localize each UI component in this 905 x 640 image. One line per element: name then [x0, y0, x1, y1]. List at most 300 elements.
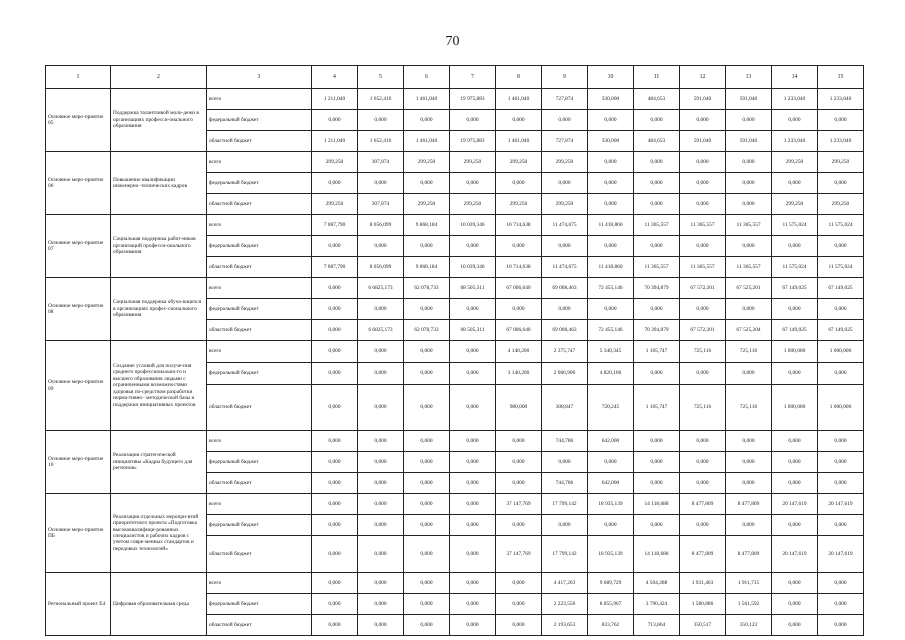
value-cell: 10 039,346	[450, 215, 496, 236]
value-cell: 67 525,201	[726, 278, 772, 299]
funding-source-cell: областной бюджет	[207, 615, 312, 636]
value-cell: 0,000	[634, 194, 680, 215]
value-cell: 299,250	[450, 194, 496, 215]
value-cell: 0,000	[496, 452, 542, 473]
value-cell: 2 193,653	[542, 615, 588, 636]
value-cell: 0,000	[818, 236, 864, 257]
value-cell: 0,000	[450, 515, 496, 536]
column-number: 5	[358, 66, 404, 89]
value-cell: 0,000	[404, 515, 450, 536]
value-cell: 0,000	[772, 110, 818, 131]
value-cell: 0,000	[358, 573, 404, 594]
value-cell: 0,000	[358, 341, 404, 363]
value-cell: 62 078,733	[404, 278, 450, 299]
column-number: 9	[542, 66, 588, 89]
value-cell: 0,000	[818, 110, 864, 131]
event-name-cell: Реализация отдельных меропри-ятий приоритетного проекта «Подготовка высококвалифици-рованных специалистов и рабочих кадров с учетом совре-менных стандартов и передовых технологий»	[111, 494, 207, 573]
value-cell: 11 365,557	[726, 257, 772, 278]
value-cell: 299,250	[818, 152, 864, 173]
value-cell: 0,000	[404, 615, 450, 636]
value-cell: 67 149,025	[772, 320, 818, 341]
event-name-cell: Социальная поддержка работ-ников организаций професси-онального образования	[111, 215, 207, 278]
value-cell: 37 147,769	[496, 494, 542, 515]
funding-source-cell: федеральный бюджет	[207, 299, 312, 320]
event-code-cell: Основное меро-приятие 06	[46, 152, 111, 215]
value-cell: 0,000	[404, 494, 450, 515]
value-cell: 67 006,640	[496, 278, 542, 299]
value-cell: 0,000	[496, 594, 542, 615]
value-cell: 1 652,416	[358, 89, 404, 110]
value-cell: 0,000	[404, 536, 450, 573]
value-cell: 0,000	[496, 431, 542, 452]
value-cell: 0,000	[312, 615, 358, 636]
value-cell: 17 799,142	[542, 536, 588, 573]
value-cell: 0,000	[404, 173, 450, 194]
value-cell: 70 394,879	[634, 320, 680, 341]
value-cell: 11 575,024	[818, 215, 864, 236]
value-cell: 0,000	[450, 473, 496, 494]
value-cell: 744,786	[542, 431, 588, 452]
value-cell: 11 474,675	[542, 257, 588, 278]
value-cell: 0,000	[358, 494, 404, 515]
value-cell: 4 820,100	[588, 363, 634, 385]
value-cell: 0,000	[818, 515, 864, 536]
value-cell: 980,000	[496, 385, 542, 431]
value-cell: 0,000	[726, 236, 772, 257]
value-cell: 18 935,139	[588, 494, 634, 515]
value-cell: 0,000	[726, 110, 772, 131]
value-cell: 307,874	[358, 194, 404, 215]
value-cell: 0,000	[588, 173, 634, 194]
column-number: 11	[634, 66, 680, 89]
value-cell: 0,000	[818, 452, 864, 473]
value-cell: 1 000,000	[772, 385, 818, 431]
value-cell: 18 935,139	[588, 536, 634, 573]
value-cell: 0,000	[772, 573, 818, 594]
value-cell: 0,000	[312, 341, 358, 363]
value-cell: 1 000,000	[818, 385, 864, 431]
value-cell: 720,245	[588, 385, 634, 431]
value-cell: 0,000	[404, 473, 450, 494]
value-cell: 0,000	[450, 299, 496, 320]
value-cell: 0,000	[634, 236, 680, 257]
value-cell: 67 006,640	[496, 320, 542, 341]
funding-source-cell: областной бюджет	[207, 536, 312, 573]
value-cell: 0,000	[680, 236, 726, 257]
value-cell: 11 365,557	[680, 257, 726, 278]
value-cell: 0,000	[542, 236, 588, 257]
value-cell: 0,000	[772, 363, 818, 385]
value-cell: 0,000	[496, 573, 542, 594]
value-cell: 308,847	[542, 385, 588, 431]
value-cell: 0,000	[634, 431, 680, 452]
value-cell: 725,116	[680, 341, 726, 363]
value-cell: 0,000	[726, 194, 772, 215]
value-cell: 9 868,184	[404, 257, 450, 278]
value-cell: 0,000	[496, 110, 542, 131]
value-cell: 11 474,675	[542, 215, 588, 236]
value-cell: 20 147,619	[772, 536, 818, 573]
table-row	[46, 215, 864, 236]
budget-table	[45, 65, 864, 636]
value-cell: 67 149,025	[818, 320, 864, 341]
funding-source-cell: всего	[207, 152, 312, 173]
funding-source-cell: федеральный бюджет	[207, 452, 312, 473]
value-cell: 6 6825,173	[358, 320, 404, 341]
value-cell: 20 147,619	[818, 536, 864, 573]
value-cell: 0,000	[404, 573, 450, 594]
table-row	[46, 341, 864, 363]
value-cell: 0,000	[450, 536, 496, 573]
funding-source-cell: всего	[207, 573, 312, 594]
value-cell: 0,000	[680, 173, 726, 194]
value-cell: 0,000	[588, 452, 634, 473]
value-cell: 0,000	[726, 452, 772, 473]
value-cell: 0,000	[588, 515, 634, 536]
value-cell: 0,000	[726, 515, 772, 536]
page-number: 70	[445, 34, 460, 49]
value-cell: 0,000	[634, 152, 680, 173]
value-cell: 68 505,311	[450, 278, 496, 299]
value-cell: 19 975,883	[450, 131, 496, 152]
value-cell: 0,000	[496, 173, 542, 194]
event-name-cell: Социальная поддержка обуча-ющихся в организациях профес-сионального образования	[111, 278, 207, 341]
value-cell: 2 066,900	[542, 363, 588, 385]
value-cell: 0,000	[312, 299, 358, 320]
table-row	[46, 89, 864, 110]
value-cell: 8 056,099	[358, 215, 404, 236]
table-row	[46, 573, 864, 594]
value-cell: 0,000	[312, 278, 358, 299]
value-cell: 72 455,146	[588, 320, 634, 341]
table-row	[46, 494, 864, 515]
value-cell: 0,000	[818, 299, 864, 320]
column-number: 7	[450, 66, 496, 89]
funding-source-cell: областной бюджет	[207, 385, 312, 431]
event-code-cell: Региональный проект Е4	[46, 573, 111, 636]
value-cell: 10 039,346	[450, 257, 496, 278]
value-cell: 299,250	[542, 194, 588, 215]
value-cell: 0,000	[818, 573, 864, 594]
value-cell: 1 233,040	[818, 131, 864, 152]
value-cell: 299,250	[542, 152, 588, 173]
value-cell: 6 6825,173	[358, 278, 404, 299]
funding-source-cell: федеральный бюджет	[207, 236, 312, 257]
value-cell: 11 365,557	[680, 215, 726, 236]
value-cell: 0,000	[634, 515, 680, 536]
value-cell: 725,116	[726, 341, 772, 363]
value-cell: 0,000	[404, 236, 450, 257]
value-cell: 0,000	[542, 299, 588, 320]
value-cell: 0,000	[772, 594, 818, 615]
value-cell: 0,000	[450, 494, 496, 515]
value-cell: 1 211,040	[312, 131, 358, 152]
value-cell: 1 233,040	[772, 89, 818, 110]
value-cell: 0,000	[772, 452, 818, 473]
column-number: 1	[46, 66, 111, 89]
value-cell: 0,000	[358, 110, 404, 131]
value-cell: 0,000	[772, 431, 818, 452]
value-cell: 299,250	[772, 194, 818, 215]
event-code-cell: Основное меро-приятие 07	[46, 215, 111, 278]
value-cell: 7 087,790	[312, 215, 358, 236]
value-cell: 3 790,424	[634, 594, 680, 615]
value-cell: 19 975,883	[450, 89, 496, 110]
table-row	[46, 152, 864, 173]
value-cell: 20 147,619	[772, 494, 818, 515]
value-cell: 4 504,288	[634, 573, 680, 594]
funding-source-cell: федеральный бюджет	[207, 515, 312, 536]
value-cell: 0,000	[588, 299, 634, 320]
event-name-cell: Реализация стратегической инициативы «Кадры будущего для регионов»	[111, 431, 207, 494]
value-cell: 0,000	[450, 363, 496, 385]
value-cell: 0,000	[680, 152, 726, 173]
value-cell: 0,000	[588, 194, 634, 215]
value-cell: 350,517	[680, 615, 726, 636]
value-cell: 8 477,809	[726, 536, 772, 573]
event-name-cell: Поддержка талантливой моло-дежи в организациях професси-онального образования	[111, 89, 207, 152]
value-cell: 642,000	[588, 431, 634, 452]
value-cell: 20 147,619	[818, 494, 864, 515]
value-cell: 0,000	[358, 594, 404, 615]
value-cell: 0,000	[404, 431, 450, 452]
value-cell: 11 418,860	[588, 257, 634, 278]
value-cell: 0,000	[312, 473, 358, 494]
value-cell: 17 799,142	[542, 494, 588, 515]
value-cell: 0,000	[726, 363, 772, 385]
value-cell: 7 087,790	[312, 257, 358, 278]
value-cell: 0,000	[312, 363, 358, 385]
value-cell: 0,000	[818, 363, 864, 385]
value-cell: 1 580,886	[680, 594, 726, 615]
value-cell: 0,000	[358, 385, 404, 431]
value-cell: 14 118,688	[634, 494, 680, 515]
value-cell: 0,000	[496, 299, 542, 320]
value-cell: 0,000	[450, 385, 496, 431]
value-cell: 1 233,040	[818, 89, 864, 110]
value-cell: 0,000	[772, 615, 818, 636]
value-cell: 69 008,463	[542, 278, 588, 299]
value-cell: 11 418,860	[588, 215, 634, 236]
value-cell: 330,000	[588, 131, 634, 152]
value-cell: 0,000	[634, 110, 680, 131]
value-cell: 1 105,747	[634, 385, 680, 431]
value-cell: 70 394,879	[634, 278, 680, 299]
value-cell: 0,000	[680, 110, 726, 131]
value-cell: 0,000	[634, 173, 680, 194]
table-row	[46, 431, 864, 452]
value-cell: 0,000	[726, 473, 772, 494]
event-name-cell: Цифровая образовательная среда	[111, 573, 207, 636]
column-number: 2	[111, 66, 207, 89]
value-cell: 67 149,025	[818, 278, 864, 299]
funding-source-cell: всего	[207, 494, 312, 515]
value-cell: 1 461,040	[404, 89, 450, 110]
value-cell: 299,250	[312, 152, 358, 173]
value-cell: 727,874	[542, 89, 588, 110]
value-cell: 0,000	[358, 536, 404, 573]
value-cell: 0,000	[358, 431, 404, 452]
value-cell: 68 505,311	[450, 320, 496, 341]
value-cell: 0,000	[818, 594, 864, 615]
value-cell: 299,250	[496, 152, 542, 173]
value-cell: 0,000	[680, 299, 726, 320]
value-cell: 0,000	[312, 573, 358, 594]
value-cell: 0,000	[588, 236, 634, 257]
value-cell: 1 561,592	[726, 594, 772, 615]
column-number: 6	[404, 66, 450, 89]
value-cell: 0,000	[588, 152, 634, 173]
value-cell: 1 105,747	[634, 341, 680, 363]
value-cell: 11 575,024	[818, 257, 864, 278]
header-row	[46, 66, 864, 89]
value-cell: 0,000	[726, 152, 772, 173]
value-cell: 4 140,200	[496, 341, 542, 363]
event-name-cell: Создание условий для получе-ния среднего профессионально-го и высшего образования людьми с ограниченными возможностями здоровья по-средством разработки норма-тивно– методической базы и поддержки инициативных проектов	[111, 341, 207, 431]
event-code-cell: Основное меро-приятие 10	[46, 431, 111, 494]
value-cell: 67 525,204	[726, 320, 772, 341]
value-cell: 0,000	[542, 452, 588, 473]
value-cell: 0,000	[404, 385, 450, 431]
funding-source-cell: областной бюджет	[207, 194, 312, 215]
value-cell: 67 572,201	[680, 320, 726, 341]
column-number: 4	[312, 66, 358, 89]
value-cell: 1 000,000	[818, 341, 864, 363]
value-cell: 0,000	[358, 173, 404, 194]
value-cell: 0,000	[358, 615, 404, 636]
event-code-cell: Основное меро-приятие 08	[46, 278, 111, 341]
funding-source-cell: всего	[207, 431, 312, 452]
value-cell: 0,000	[404, 110, 450, 131]
value-cell: 299,250	[450, 152, 496, 173]
value-cell: 0,000	[312, 431, 358, 452]
value-cell: 484,653	[634, 89, 680, 110]
funding-source-cell: федеральный бюджет	[207, 173, 312, 194]
value-cell: 0,000	[818, 431, 864, 452]
funding-source-cell: всего	[207, 278, 312, 299]
value-cell: 1 461,040	[496, 131, 542, 152]
value-cell: 0,000	[680, 194, 726, 215]
value-cell: 1 911,715	[726, 573, 772, 594]
value-cell: 727,874	[542, 131, 588, 152]
value-cell: 0,000	[818, 173, 864, 194]
value-cell: 0,000	[772, 236, 818, 257]
value-cell: 3 140,200	[496, 363, 542, 385]
value-cell: 0,000	[358, 363, 404, 385]
funding-source-cell: областной бюджет	[207, 257, 312, 278]
column-number: 14	[772, 66, 818, 89]
column-number: 8	[496, 66, 542, 89]
value-cell: 0,000	[634, 452, 680, 473]
value-cell: 0,000	[358, 236, 404, 257]
value-cell: 0,000	[312, 594, 358, 615]
event-name-cell: Повышение квалификации инженерно–технических кадров	[111, 152, 207, 215]
value-cell: 0,000	[312, 494, 358, 515]
value-cell: 8 477,809	[680, 494, 726, 515]
value-cell: 37 147,769	[496, 536, 542, 573]
value-cell: 0,000	[680, 452, 726, 473]
funding-source-cell: федеральный бюджет	[207, 363, 312, 385]
value-cell: 11 365,557	[726, 215, 772, 236]
column-number: 15	[818, 66, 864, 89]
value-cell: 0,000	[726, 431, 772, 452]
value-cell: 299,250	[312, 194, 358, 215]
value-cell: 299,250	[772, 152, 818, 173]
value-cell: 8 855,967	[588, 594, 634, 615]
value-cell: 11 365,557	[634, 215, 680, 236]
value-cell: 299,250	[496, 194, 542, 215]
value-cell: 8 056,099	[358, 257, 404, 278]
value-cell: 725,116	[726, 385, 772, 431]
value-cell: 0,000	[404, 452, 450, 473]
value-cell: 0,000	[496, 615, 542, 636]
value-cell: 8 477,809	[726, 494, 772, 515]
value-cell: 0,000	[726, 173, 772, 194]
value-cell: 0,000	[772, 173, 818, 194]
value-cell: 330,000	[588, 89, 634, 110]
value-cell: 0,000	[358, 515, 404, 536]
value-cell: 0,000	[358, 473, 404, 494]
value-cell: 0,000	[358, 299, 404, 320]
funding-source-cell: областной бюджет	[207, 473, 312, 494]
value-cell: 11 365,557	[634, 257, 680, 278]
value-cell: 2 375,747	[542, 341, 588, 363]
value-cell: 10 714,638	[496, 215, 542, 236]
value-cell: 591,040	[680, 131, 726, 152]
column-number: 10	[588, 66, 634, 89]
value-cell: 0,000	[680, 431, 726, 452]
funding-source-cell: всего	[207, 341, 312, 363]
value-cell: 0,000	[772, 299, 818, 320]
funding-source-cell: областной бюджет	[207, 131, 312, 152]
value-cell: 1 652,416	[358, 131, 404, 152]
value-cell: 62 078,733	[404, 320, 450, 341]
value-cell: 0,000	[450, 173, 496, 194]
funding-source-cell: областной бюджет	[207, 320, 312, 341]
value-cell: 0,000	[312, 320, 358, 341]
value-cell: 0,000	[680, 363, 726, 385]
value-cell: 14 118,688	[634, 536, 680, 573]
value-cell: 1 211,040	[312, 89, 358, 110]
value-cell: 591,040	[726, 131, 772, 152]
value-cell: 0,000	[634, 473, 680, 494]
value-cell: 0,000	[818, 615, 864, 636]
value-cell: 8 477,809	[680, 536, 726, 573]
value-cell: 0,000	[404, 363, 450, 385]
value-cell: 591,040	[680, 89, 726, 110]
table-row	[46, 278, 864, 299]
value-cell: 9 868,184	[404, 215, 450, 236]
value-cell: 67 149,025	[772, 278, 818, 299]
column-number: 3	[207, 66, 312, 89]
value-cell: 0,000	[450, 452, 496, 473]
value-cell: 0,000	[312, 110, 358, 131]
value-cell: 0,000	[542, 515, 588, 536]
value-cell: 0,000	[542, 110, 588, 131]
value-cell: 69 008,463	[542, 320, 588, 341]
value-cell: 0,000	[450, 110, 496, 131]
value-cell: 0,000	[404, 299, 450, 320]
value-cell: 1 461,040	[496, 89, 542, 110]
value-cell: 72 455,146	[588, 278, 634, 299]
value-cell: 0,000	[542, 173, 588, 194]
value-cell: 0,000	[496, 473, 542, 494]
value-cell: 0,000	[680, 473, 726, 494]
value-cell: 713,864	[634, 615, 680, 636]
value-cell: 0,000	[450, 236, 496, 257]
value-cell: 0,000	[404, 341, 450, 363]
funding-source-cell: всего	[207, 89, 312, 110]
